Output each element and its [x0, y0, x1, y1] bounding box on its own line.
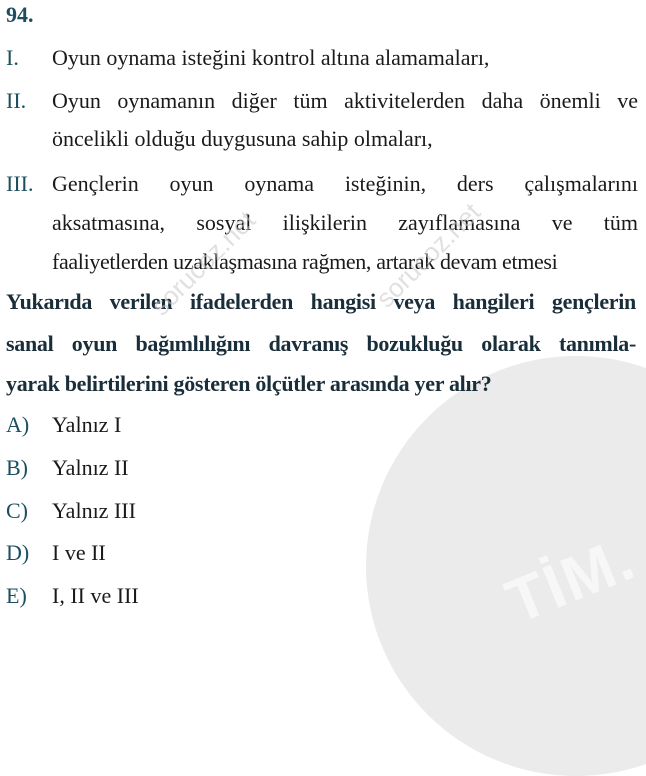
prompt-line-1: Yukarıda verilen ifadelerden hangisi veya hangileri gençlerin: [6, 289, 636, 314]
prompt-line-3: yarak belirtilerini gösteren ölçütler arasında yer alır?: [6, 371, 492, 396]
option-d-letter[interactable]: D): [6, 540, 30, 565]
option-a-text[interactable]: Yalnız I: [52, 412, 122, 437]
statement-numeral-3: III.: [6, 171, 34, 196]
statement-1-line-1: Oyun oynama isteğini kontrol altına alamamaları,: [52, 45, 490, 70]
option-c-text[interactable]: Yalnız III: [52, 498, 136, 523]
statement-numeral-2: II.: [6, 88, 27, 113]
option-b-text[interactable]: Yalnız II: [52, 455, 129, 480]
option-a-letter[interactable]: A): [6, 412, 30, 437]
watermark-2: sorucoz.net: [370, 196, 487, 314]
statement-numeral-1: I.: [6, 45, 19, 70]
watermark-1: sorucoz.net: [145, 204, 262, 322]
question-number: 94.: [6, 2, 34, 27]
statement-2-line-1: Oyun oynamanın diğer tüm aktivitelerden daha önemli ve: [52, 88, 638, 113]
statement-3-line-2: aksatmasına, sosyal ilişkilerin zayıflamasına ve tüm: [52, 210, 638, 235]
corner-watermark-text: TİM.: [496, 523, 646, 638]
option-c-letter[interactable]: C): [6, 498, 28, 523]
option-e-text[interactable]: I, II ve III: [52, 583, 139, 608]
option-b-letter[interactable]: B): [6, 455, 28, 480]
statement-3-line-3: faaliyetlerden uzaklaşmasına rağmen, artarak devam etmesi: [52, 249, 558, 274]
option-e-letter[interactable]: E): [6, 583, 27, 608]
statement-2-line-2: öncelikli olduğu duygusuna sahip olmaları,: [52, 126, 433, 151]
prompt-line-2: sanal oyun bağımlılığını davranış bozukluğu olarak tanımla-: [6, 331, 636, 356]
statement-3-line-1: Gençlerin oyun oynama isteğinin, ders çalışmalarını: [52, 171, 638, 196]
option-d-text[interactable]: I ve II: [52, 540, 106, 565]
